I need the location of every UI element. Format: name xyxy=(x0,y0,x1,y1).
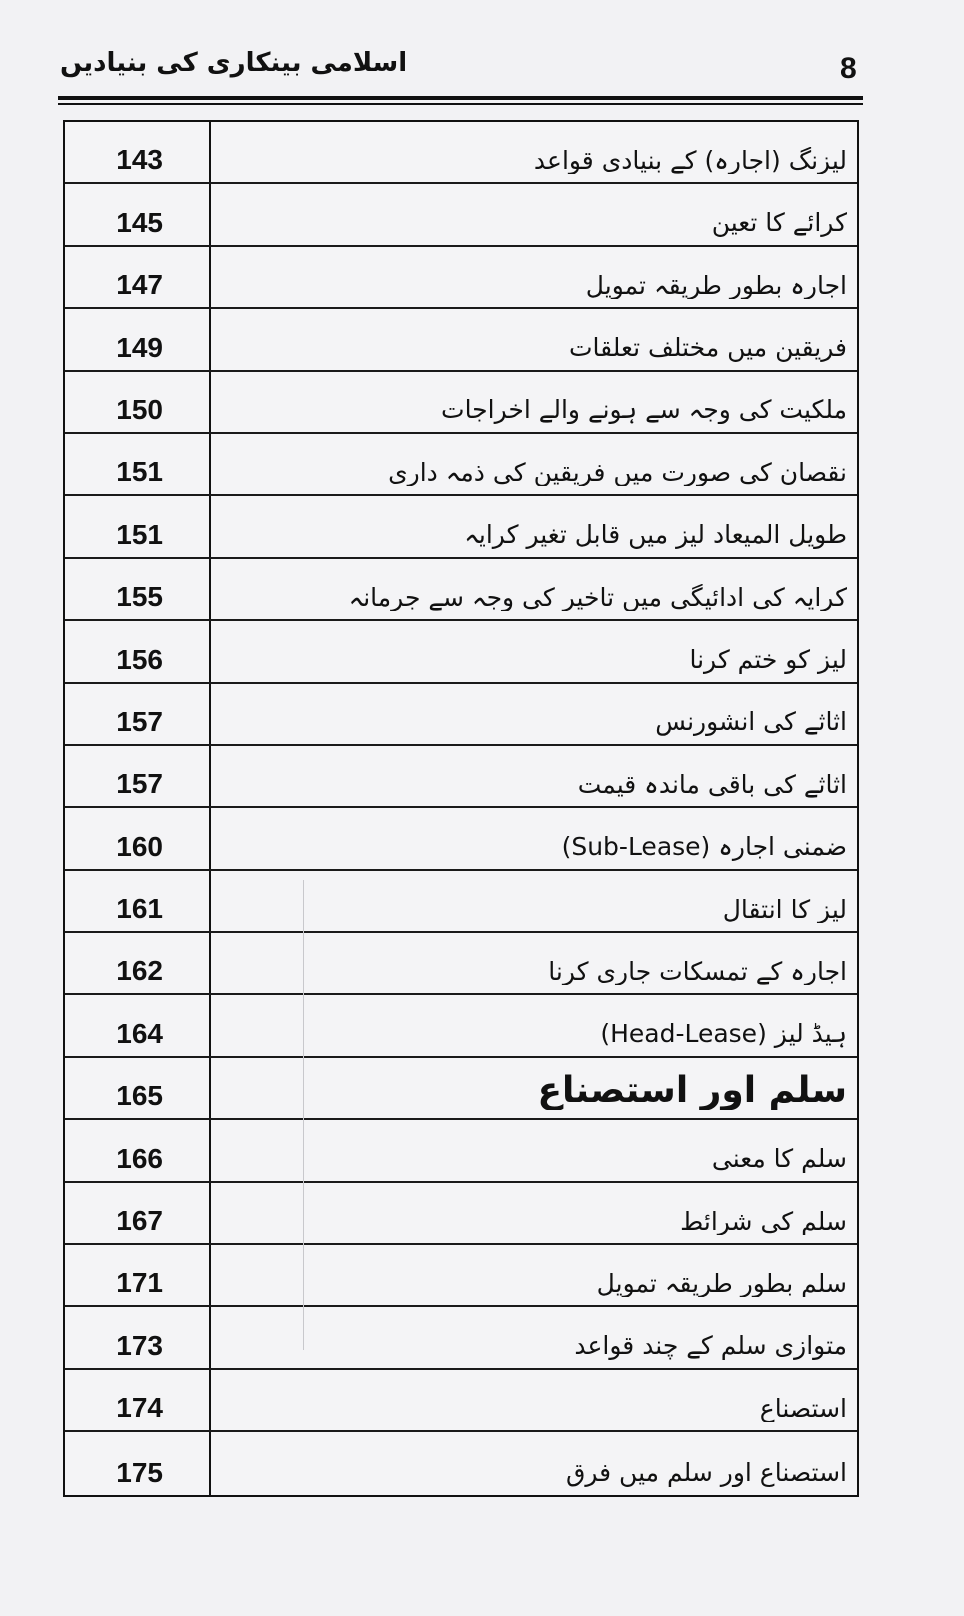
toc-page-number: 167 xyxy=(116,1205,163,1237)
page-cell xyxy=(65,995,211,1055)
toc-entry-title: طویل المیعاد لیز میں قابل تغیر کرایہ xyxy=(464,521,847,549)
toc-entry-title: سلم کی شرائط xyxy=(680,1207,847,1236)
title-cell xyxy=(213,933,857,993)
page-cell xyxy=(65,1183,211,1243)
toc-page-number: 143 xyxy=(116,144,163,176)
toc-row xyxy=(65,621,857,683)
toc-row xyxy=(65,372,857,434)
title-cell xyxy=(213,1370,857,1430)
toc-page-number: 174 xyxy=(116,1392,163,1424)
title-cell xyxy=(213,1245,857,1305)
toc-row xyxy=(65,746,857,808)
table-of-contents xyxy=(63,120,859,1497)
toc-row xyxy=(65,933,857,995)
title-cell xyxy=(213,247,857,307)
toc-entry-title: استصناع xyxy=(759,1394,847,1423)
toc-page-number: 145 xyxy=(116,206,163,238)
toc-page-number: 166 xyxy=(116,1142,163,1174)
title-cell xyxy=(213,1058,857,1118)
page-cell xyxy=(65,372,211,432)
page-header xyxy=(60,48,860,94)
toc-entry-title: اثاثے کی انشورنس xyxy=(655,708,847,736)
page-cell xyxy=(65,559,211,619)
toc-row xyxy=(65,309,857,371)
toc-row xyxy=(65,559,857,621)
toc-row xyxy=(65,434,857,496)
page-cell xyxy=(65,309,211,369)
toc-page-number: 147 xyxy=(116,269,163,301)
toc-entry-title: سلم بطور طریقہ تمویل xyxy=(596,1269,847,1298)
title-cell xyxy=(213,684,857,744)
page-cell xyxy=(65,184,211,244)
title-cell xyxy=(213,559,857,619)
toc-page-number: 162 xyxy=(116,955,163,987)
title-cell xyxy=(213,808,857,868)
toc-entry-title: فریقین میں مختلف تعلقات xyxy=(568,334,847,362)
title-cell xyxy=(213,496,857,556)
toc-page-number: 150 xyxy=(116,393,163,425)
title-cell xyxy=(213,995,857,1055)
toc-entry-title: ضمنی اجارہ (Sub-Lease) xyxy=(561,833,847,861)
toc-row xyxy=(65,1307,857,1369)
toc-row xyxy=(65,684,857,746)
page-cell xyxy=(65,871,211,931)
page-cell xyxy=(65,746,211,806)
toc-entry-title: ہیڈ لیز (Head-Lease) xyxy=(600,1020,847,1048)
toc-entry-title: اجارہ بطور طریقہ تمویل xyxy=(585,271,847,300)
toc-entry-title: استصناع اور سلم میں فرق xyxy=(565,1459,847,1487)
toc-entry-title: لیز کو ختم کرنا xyxy=(689,646,847,674)
page-cell xyxy=(65,1432,211,1494)
toc-page-number: 155 xyxy=(116,581,163,613)
toc-page-number: 161 xyxy=(116,893,163,925)
toc-entry-title: کرائے کا تعین xyxy=(711,209,847,237)
toc-row xyxy=(65,1183,857,1245)
toc-row xyxy=(65,247,857,309)
toc-row xyxy=(65,184,857,246)
page-cell xyxy=(65,684,211,744)
page-number: 8 xyxy=(840,52,857,85)
toc-page-number: 171 xyxy=(116,1267,163,1299)
toc-entry-title: متوازی سلم کے چند قواعد xyxy=(574,1332,847,1360)
toc-row xyxy=(65,871,857,933)
toc-entry-title: کرایہ کی ادائیگی میں تاخیر کی وجہ سے جرمانہ xyxy=(348,583,847,612)
title-cell xyxy=(213,1183,857,1243)
toc-row xyxy=(65,496,857,558)
toc-row xyxy=(65,1058,857,1120)
page-cell xyxy=(65,808,211,868)
toc-page-number: 151 xyxy=(116,456,163,488)
toc-page-number: 156 xyxy=(116,643,163,675)
toc-row xyxy=(65,1245,857,1307)
page-cell xyxy=(65,122,211,182)
page-cell xyxy=(65,434,211,494)
toc-row xyxy=(65,122,857,184)
page-cell xyxy=(65,1245,211,1305)
toc-row xyxy=(65,1432,857,1494)
toc-page-number: 157 xyxy=(116,768,163,800)
page-cell xyxy=(65,933,211,993)
title-cell xyxy=(213,746,857,806)
page-cell xyxy=(65,247,211,307)
toc-row xyxy=(65,808,857,870)
toc-page-number: 164 xyxy=(116,1017,163,1049)
page-cell xyxy=(65,496,211,556)
toc-entry-title: نقصان کی صورت میں فریقین کی ذمہ داری xyxy=(388,458,847,487)
page-cell xyxy=(65,1307,211,1367)
toc-entry-title: لیز کا انتقال xyxy=(722,895,847,924)
toc-row xyxy=(65,1120,857,1182)
toc-page-number: 165 xyxy=(116,1080,163,1112)
title-cell xyxy=(213,122,857,182)
toc-section-heading: سلم اور استصناع xyxy=(537,1070,847,1111)
toc-page-number: 175 xyxy=(116,1456,163,1488)
toc-entry-title: سلم کا معنی xyxy=(711,1145,847,1173)
page-cell xyxy=(65,1120,211,1180)
toc-row xyxy=(65,1370,857,1432)
toc-page-number: 149 xyxy=(116,331,163,363)
header-rule xyxy=(58,96,863,100)
toc-entry-title: اثاثے کی باقی ماندہ قیمت xyxy=(577,770,847,799)
toc-entry-title: لیزنگ (اجارہ) کے بنیادی قواعد xyxy=(533,146,847,175)
title-cell xyxy=(213,184,857,244)
title-cell xyxy=(213,434,857,494)
title-cell xyxy=(213,621,857,681)
title-cell xyxy=(213,309,857,369)
title-cell xyxy=(213,372,857,432)
title-cell xyxy=(213,1120,857,1180)
toc-entry-title: ملکیت کی وجہ سے ہونے والے اخراجات xyxy=(441,396,847,424)
header-rule-thin xyxy=(58,103,863,105)
page-cell xyxy=(65,621,211,681)
title-cell xyxy=(213,1307,857,1367)
toc-page-number: 151 xyxy=(116,518,163,550)
page-cell xyxy=(65,1370,211,1430)
toc-page-number: 173 xyxy=(116,1329,163,1361)
toc-page-number: 157 xyxy=(116,705,163,737)
toc-entry-title: اجارہ کے تمسکات جاری کرنا xyxy=(548,957,847,986)
book-title: اسلامی بینکاری کی بنیادیں xyxy=(60,48,408,78)
toc-page-number: 160 xyxy=(116,830,163,862)
toc-row xyxy=(65,995,857,1057)
title-cell xyxy=(213,871,857,931)
title-cell xyxy=(213,1432,857,1494)
page-cell xyxy=(65,1058,211,1118)
bleed-through-line xyxy=(303,880,304,1350)
